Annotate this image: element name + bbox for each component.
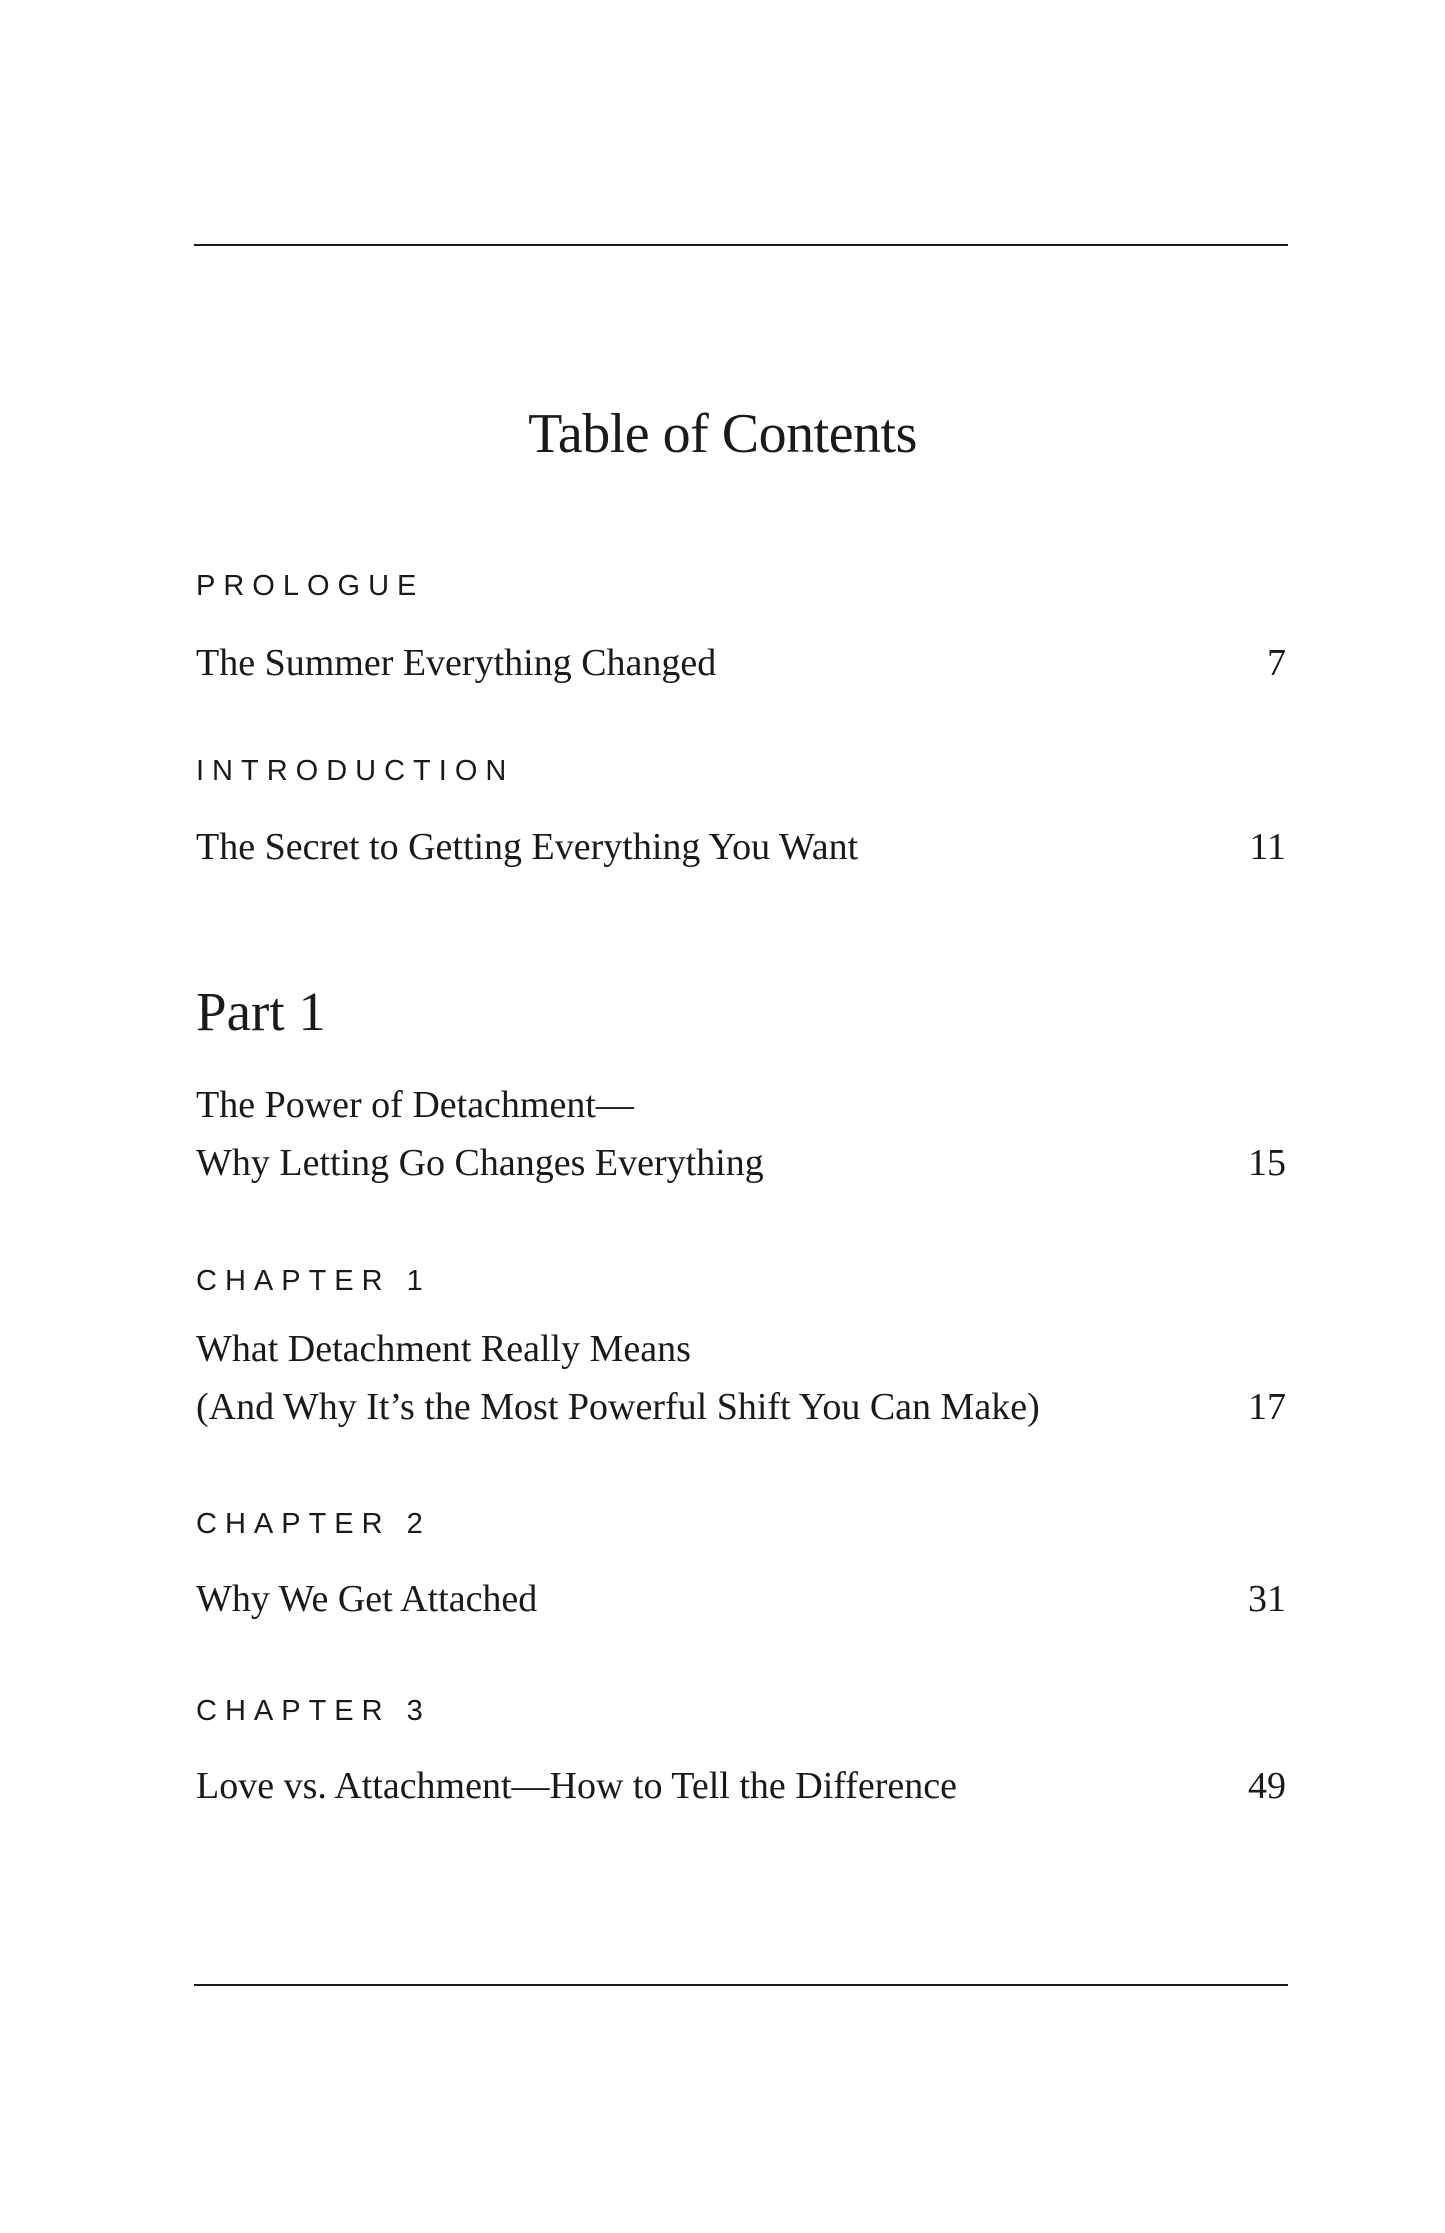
page-number: 11	[1249, 826, 1286, 868]
toc-entry-chapter3[interactable]	[196, 1757, 1286, 1815]
page-number: 31	[1248, 1578, 1286, 1620]
entry-title: The Summer Everything Changed	[196, 642, 717, 684]
chapter1-label: CHAPTER 1	[196, 1265, 431, 1297]
toc-entry-prologue[interactable]	[196, 634, 1286, 692]
entry-title: The Secret to Getting Everything You Want	[196, 826, 859, 868]
chapter3-label: CHAPTER 3	[196, 1695, 431, 1727]
page-title: Table of Contents	[528, 403, 917, 465]
part-heading: Part 1	[196, 981, 326, 1042]
top-rule	[194, 244, 1288, 246]
page-number: 17	[1248, 1386, 1286, 1428]
entry-title: Why We Get Attached	[196, 1578, 538, 1620]
entry-title-line1: The Power of Detachment—	[196, 1084, 634, 1126]
entry-title: Love vs. Attachment—How to Tell the Difference	[196, 1765, 958, 1807]
entry-title-line2: (And Why It’s the Most Powerful Shift You Can Make)	[196, 1386, 1040, 1428]
toc-entry-chapter2[interactable]	[196, 1570, 1286, 1628]
page-number: 15	[1248, 1142, 1286, 1184]
page-number: 49	[1248, 1765, 1286, 1807]
introduction-label: INTRODUCTION	[196, 755, 515, 787]
page-number: 7	[1267, 642, 1286, 684]
toc-entry-part1[interactable]	[196, 1076, 1286, 1192]
bottom-rule	[194, 1984, 1288, 1986]
entry-title-line1: What Detachment Really Means	[196, 1328, 691, 1370]
prologue-label: PROLOGUE	[196, 570, 425, 602]
chapter2-label: CHAPTER 2	[196, 1508, 431, 1540]
entry-title-line2: Why Letting Go Changes Everything	[196, 1142, 764, 1184]
toc-entry-introduction[interactable]	[196, 818, 1286, 876]
toc-entry-chapter1[interactable]	[196, 1320, 1286, 1436]
